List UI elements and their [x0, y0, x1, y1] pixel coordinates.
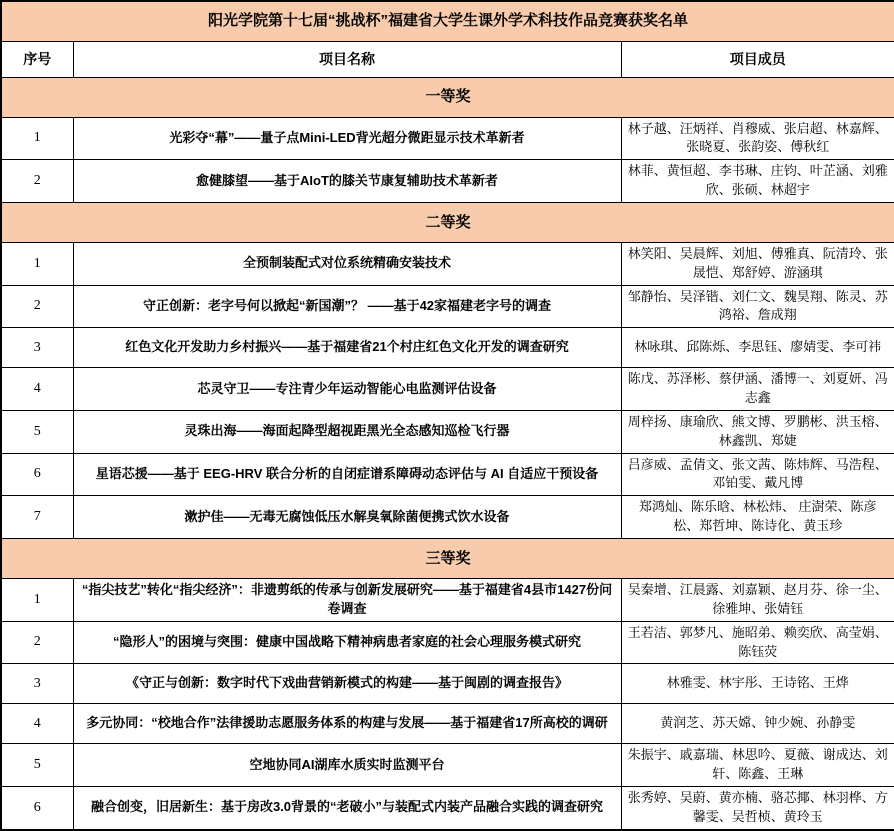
project-members-cell: 王若洁、郭梦凡、施昭弟、赖奕欣、高莹娟、陈钰荧 — [621, 621, 894, 664]
project-name-cell: 全预制装配式对位系统精确安装技术 — [73, 242, 621, 285]
table-row — [1, 704, 894, 744]
award-band-label: 一等奖 — [1, 77, 894, 117]
project-name-cell: 光彩夺“幕”——量子点Mini-LED背光超分微距显示技术革新者 — [73, 117, 621, 160]
column-header-project: 项目名称 — [73, 41, 621, 77]
table-row — [1, 787, 894, 830]
column-header-members: 项目成员 — [621, 41, 894, 77]
project-members-cell: 朱振宇、戚嘉瑞、林思吟、夏薇、谢成达、刘轩、陈鑫、王琳 — [621, 744, 894, 787]
project-members-cell: 邹静怡、吴泽锴、刘仁文、魏昊翔、陈灵、苏鸿裕、詹成翔 — [621, 285, 894, 328]
project-name-cell: 空地协同AI湖库水质实时监测平台 — [73, 744, 621, 787]
project-members-cell: 吕彦威、孟倩文、张文茜、陈炜辉、马浩程、邓铂雯、戴凡博 — [621, 453, 894, 496]
table-row — [1, 453, 894, 496]
row-index-cell: 2 — [1, 160, 73, 203]
table-row — [1, 368, 894, 411]
table-row — [1, 744, 894, 787]
row-index-cell: 4 — [1, 368, 73, 411]
row-index-cell: 5 — [1, 410, 73, 453]
table-header-row — [1, 41, 894, 77]
row-index-cell: 7 — [1, 496, 73, 539]
award-band-row — [1, 202, 894, 242]
project-name-cell: 融合创变，旧居新生：基于房改3.0背景的“老破小”与装配式内装产品融合实践的调查研究 — [73, 787, 621, 830]
project-name-cell: 漱护佳——无毒无腐蚀低压水解臭氧除菌便携式饮水设备 — [73, 496, 621, 539]
row-index-cell: 5 — [1, 744, 73, 787]
project-members-cell: 林咏琪、邱陈烁、李思钰、廖婧雯、李可祎 — [621, 328, 894, 368]
award-band-label: 二等奖 — [1, 202, 894, 242]
project-members-cell: 林雅雯、林宇彤、王诗铭、王烨 — [621, 664, 894, 704]
project-members-cell: 黄润芝、苏天嫦、钟少婉、孙静雯 — [621, 704, 894, 744]
page-title: 阳光学院第十七届“挑战杯”福建省大学生课外学术科技作品竞赛获奖名单 — [1, 1, 894, 41]
row-index-cell: 1 — [1, 117, 73, 160]
project-name-cell: 灵珠出海——海面起降型超视距黑光全态感知巡检飞行器 — [73, 410, 621, 453]
project-name-cell: 守正创新：老字号何以掀起“新国潮”？ ——基于42家福建老字号的调查 — [73, 285, 621, 328]
table-row — [1, 242, 894, 285]
row-index-cell: 3 — [1, 664, 73, 704]
project-name-cell: “指尖技艺”转化“指尖经济”：非遗剪纸的传承与创新发展研究——基于福建省4县市1427份问卷调查 — [73, 579, 621, 622]
project-members-cell: 陈戊、苏泽彬、蔡伊涵、潘博一、刘夏妍、冯志鑫 — [621, 368, 894, 411]
row-index-cell: 4 — [1, 704, 73, 744]
project-name-cell: 星语芯援——基于 EEG-HRV 联合分析的自闭症谱系障碍动态评估与 AI 自适应干预设备 — [73, 453, 621, 496]
row-index-cell: 1 — [1, 579, 73, 622]
row-index-cell: 2 — [1, 621, 73, 664]
award-band-label: 三等奖 — [1, 539, 894, 579]
project-name-cell: 《守正与创新：数字时代下戏曲营销新模式的构建——基于闽剧的调查报告》 — [73, 664, 621, 704]
project-members-cell: 周梓扬、康瑜欣、熊文博、罗鹏彬、洪玉榕、林鑫凯、郑婕 — [621, 410, 894, 453]
award-band-row — [1, 539, 894, 579]
row-index-cell: 3 — [1, 328, 73, 368]
project-name-cell: 芯灵守卫——专注青少年运动智能心电监测评估设备 — [73, 368, 621, 411]
project-members-cell: 林笑阳、吴晨辉、刘旭、傅雅真、阮清玲、张晟恺、郑舒婷、游涵琪 — [621, 242, 894, 285]
project-name-cell: 红色文化开发助力乡村振兴——基于福建省21个村庄红色文化开发的调查研究 — [73, 328, 621, 368]
table-row — [1, 664, 894, 704]
table-row — [1, 496, 894, 539]
project-members-cell: 林子越、汪炳祥、肖穆威、张启超、林嘉辉、张晓夏、张韵姿、傅秋红 — [621, 117, 894, 160]
table-row — [1, 160, 894, 203]
table-row — [1, 410, 894, 453]
column-header-index: 序号 — [1, 41, 73, 77]
awards-table-body — [1, 77, 894, 830]
project-members-cell: 郑鸿灿、陈乐晗、林松炜、 庄澍荣、陈彦松、郑哲坤、陈诗化、黄玉珍 — [621, 496, 894, 539]
row-index-cell: 1 — [1, 242, 73, 285]
award-band-row — [1, 77, 894, 117]
project-name-cell: 愈健膝望——基于AIoT的膝关节康复辅助技术革新者 — [73, 160, 621, 203]
row-index-cell: 2 — [1, 285, 73, 328]
table-title-row — [1, 1, 894, 41]
project-members-cell: 林菲、黄恒超、李书琳、庄钧、叶芷涵、刘雅欣、张硕、林超宇 — [621, 160, 894, 203]
project-name-cell: “隐形人”的困境与突围：健康中国战略下精神病患者家庭的社会心理服务模式研究 — [73, 621, 621, 664]
table-row — [1, 117, 894, 160]
project-name-cell: 多元协同：“校地合作”法律援助志愿服务体系的构建与发展——基于福建省17所高校的调研 — [73, 704, 621, 744]
project-members-cell: 吴秦增、江晨露、刘嘉颖、赵月芬、徐一尘、徐雅坤、张婧钰 — [621, 579, 894, 622]
project-members-cell: 张秀婷、吴蔚、黄亦楠、骆芯揶、林羽桦、方馨雯、吴哲桢、黄玲玉 — [621, 787, 894, 830]
row-index-cell: 6 — [1, 787, 73, 830]
table-row — [1, 285, 894, 328]
table-row — [1, 328, 894, 368]
table-row — [1, 621, 894, 664]
table-row — [1, 579, 894, 622]
row-index-cell: 6 — [1, 453, 73, 496]
